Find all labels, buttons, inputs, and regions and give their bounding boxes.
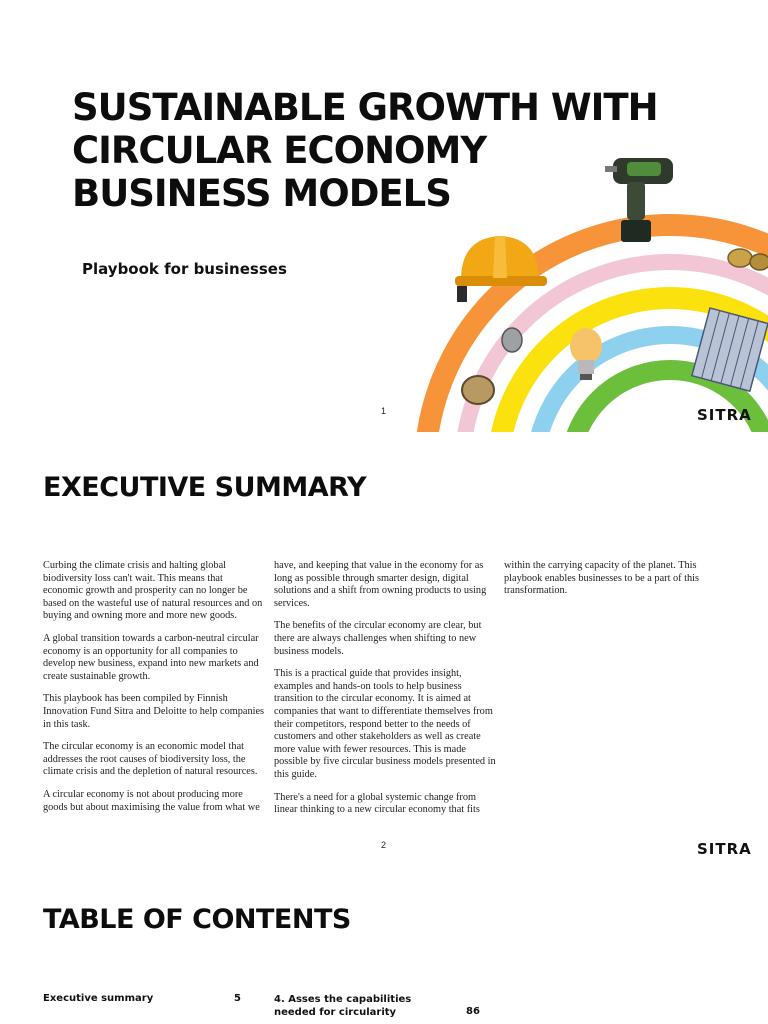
executive-summary-page: [0, 432, 768, 864]
toc-entry-page: 5: [234, 993, 241, 1004]
toc-entry-title[interactable]: 4. Asses the capabilities needed for circularity: [274, 994, 412, 1018]
toc-heading: TABLE OF CONTENTS: [43, 904, 351, 935]
page-number: 1: [381, 406, 387, 416]
paragraph: The benefits of the circular economy are clear, but there are always challenges when shifting to new business models.: [274, 620, 482, 657]
summary-column-3: [504, 560, 714, 608]
paragraph: The circular economy is an economic model that addresses the root causes of biodiversity loss, the climate crisis and the depletion of natural resources.: [43, 741, 258, 778]
cover-page: [0, 0, 768, 432]
title-line-1: SUSTAINABLE GROWTH WITH: [72, 86, 658, 129]
title-line-3: BUSINESS MODELS: [72, 172, 451, 215]
paragraph: have, and keeping that value in the economy for as long as possible through smarter design, digital solutions and a shift from owning products to using services.: [274, 560, 487, 609]
summary-column-1: [43, 560, 265, 824]
summary-column-2: [274, 560, 496, 827]
toc-entry-page: 86: [466, 1006, 480, 1017]
paragraph: A circular economy is not about producing more goods but about maximising the value from what we: [43, 788, 260, 813]
solar-panel-icon: [692, 308, 768, 391]
paragraph: Curbing the climate crisis and halting global biodiversity loss can't wait. This means that economic growth and prosperity can no longer be based on the wasteful use of natural resources and on buying and owning more and more new goods.: [43, 560, 263, 622]
table-of-contents-page: [0, 864, 768, 1024]
hero-illustration: [400, 140, 768, 432]
title-line-2: CIRCULAR ECONOMY: [72, 129, 487, 172]
paragraph: within the carrying capacity of the planet. This playbook enables businesses to be a part of this transformation.: [504, 560, 700, 597]
sitra-logo: SITRA: [697, 840, 752, 858]
paragraph: This playbook has been compiled by Finnish Innovation Fund Sitra and Deloitte to help companies in this task.: [43, 693, 265, 730]
executive-summary-heading: EXECUTIVE SUMMARY: [43, 472, 367, 503]
paragraph: This is a practical guide that provides insight, examples and hands-on tools to help business transition to the circular economy. It is aimed at companies that want to differentiate themselves from their competitors, respond better to the needs of customers and other stakeholders as well as create more value with fewer resources. This is made possible by five circular business models presented in this guide.: [274, 668, 496, 780]
paragraph: A global transition towards a carbon-neutral circular economy is an opportunity for all companies to develop new business, expand into new markets and create sustainable growth.: [43, 632, 259, 682]
cover-subtitle: Playbook for businesses: [82, 260, 287, 278]
sitra-logo: SITRA: [697, 406, 752, 424]
paragraph: There's a need for a global systemic change from linear thinking to a new circular economy that fits: [274, 791, 480, 816]
page-number: 2: [381, 840, 387, 850]
toc-entry-title[interactable]: Executive summary: [43, 993, 154, 1004]
